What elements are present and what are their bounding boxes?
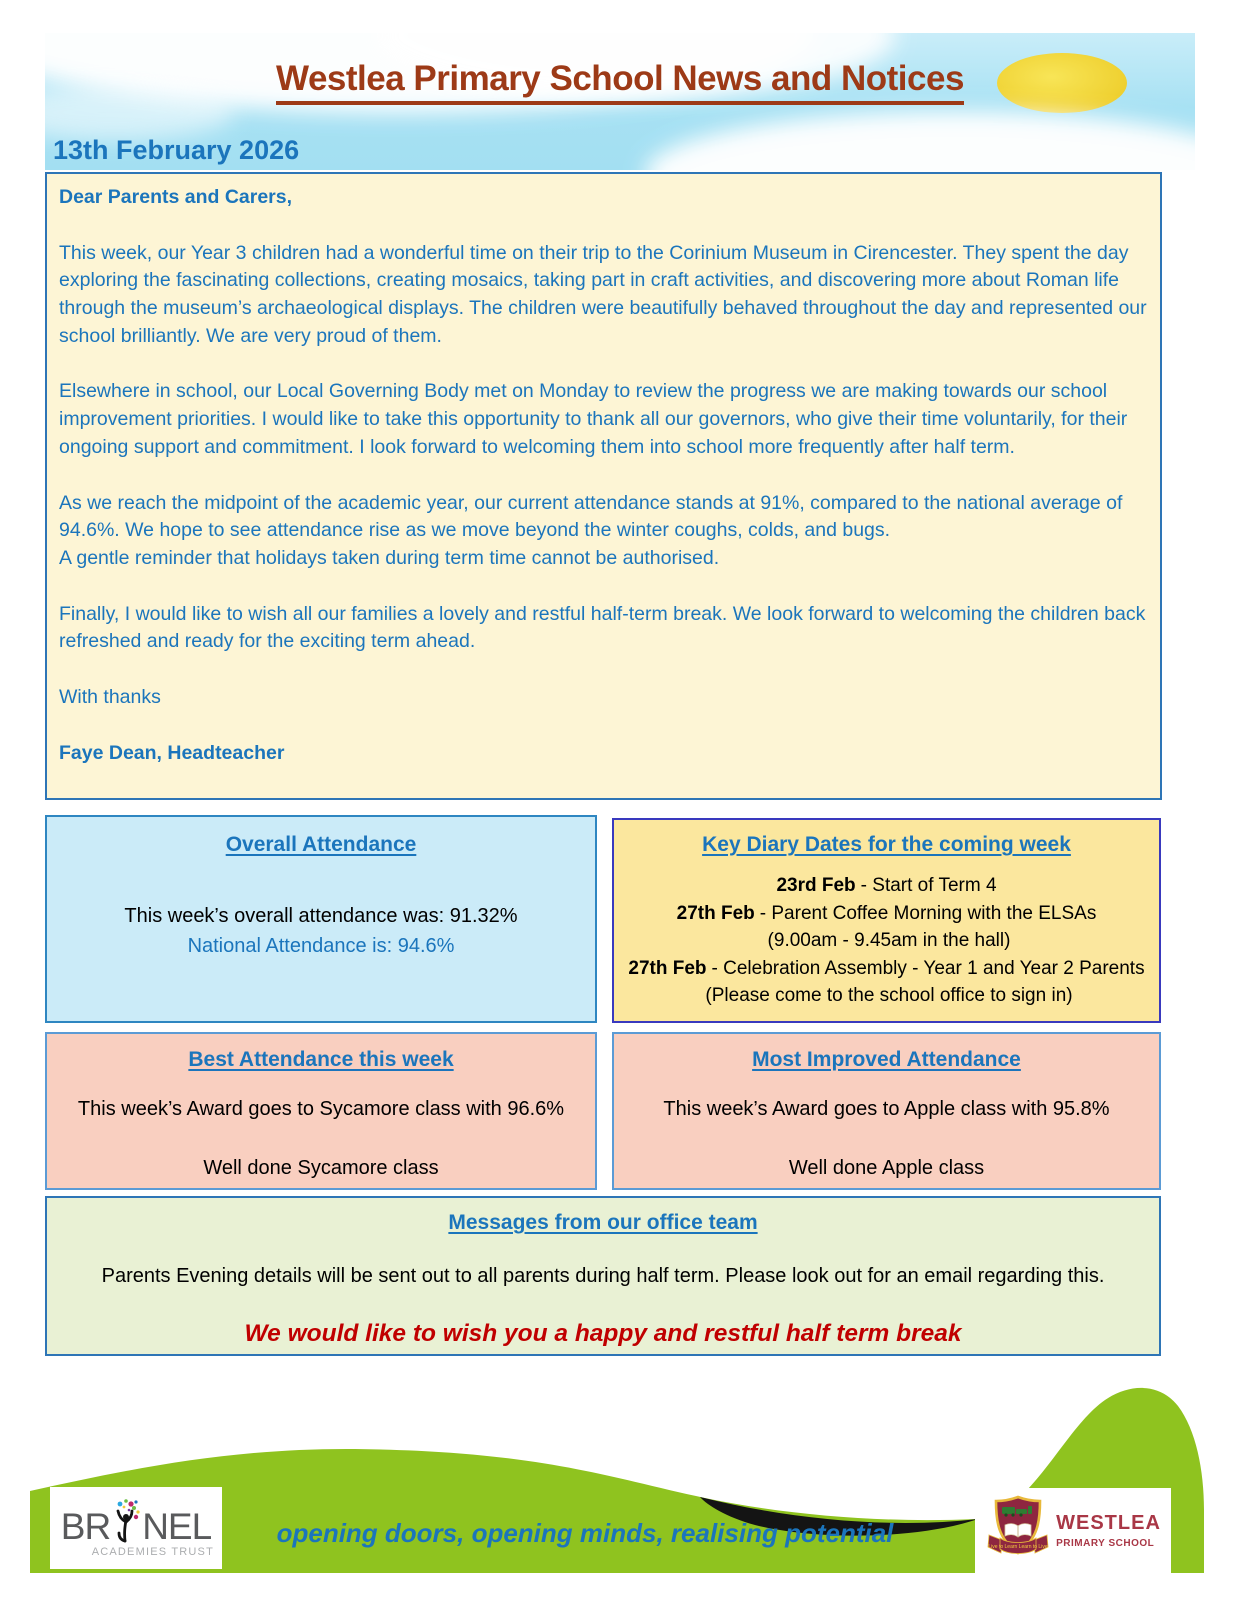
brunel-logo-text-left: BR [60,1505,111,1547]
office-messages-heading: Messages from our office team [448,1211,758,1234]
most-improved-box [612,1032,1161,1190]
diary-item [614,927,1159,955]
letter-signature: Faye Dean, Headteacher [59,741,285,764]
letter-paragraph-trip: This week, our Year 3 children had a wonderful time on their trip to the Corinium Museum in Cirencester. They spent the day exploring the fascinating collections, creating mosaics, taking part in craft activities, and discovering more about Roman life through the museum’s archaeological displays. The children were beautifully behaved throughout the day and represented our school brilliantly. We are very proud of them. [59,241,1147,347]
diary-item-text: - Parent Coffee Morning with the ELSAs [759,902,1097,924]
diary-item-text: - Celebration Assembly - Year 1 and Year 2 Parents [711,957,1145,979]
newsletter-title: Westlea Primary School News and Notices [276,59,964,105]
diary-item-text: (9.00am - 9.45am in the hall) [767,930,1011,951]
diary-item-date: 27th Feb [628,957,707,979]
national-attendance-value: National Attendance is: 94.6% [187,935,455,957]
letter-paragraph-governors: Elsewhere in school, our Local Governing Body met on Monday to review the progress we are making towards our school improvement priorities. I would like to take this opportunity to thank all our governors, who give their time voluntarily, for their ongoing support and commitment. I look forward to welcoming them into school more frequently after half term. [59,380,1128,458]
trust-tagline: opening doors, opening minds, realising potential [276,1518,894,1548]
most-improved-award: This week’s Award goes to Apple class with 95.8% [663,1098,1110,1120]
diary-item [614,872,1159,900]
brunel-logo-subtitle: ACADEMIES TRUST [91,1546,214,1558]
letter-salutation: Dear Parents and Carers, [59,186,293,208]
best-attendance-heading: Best Attendance this week [188,1048,454,1071]
cloud-icon [645,111,1195,170]
most-improved-heading: Most Improved Attendance [752,1048,1021,1071]
brunel-figure-icon [111,1498,141,1544]
overall-attendance-heading: Overall Attendance [225,833,417,856]
letter-paragraph-attendance: As we reach the midpoint of the academic year, our current attendance stands at 91%, compared to the national average of 94.6%. We hope to see attendance rise as we move beyond the winter coughs, colds, and bugs. [59,491,1123,542]
newsletter-date: 13th February 2026 [53,135,300,165]
westlea-logo-name: WESTLEA [1056,1512,1161,1534]
best-attendance-box [45,1032,597,1190]
westlea-motto: Live to Learn Learn to Live [988,1543,1048,1550]
header-banner [45,33,1195,170]
brunel-logo-text-right: NEL [142,1505,212,1547]
overall-attendance-box [45,815,597,1023]
letter-paragraph-final: Finally, I would like to wish all our families a lovely and restful half-term break. We look forward to welcoming the children back refreshed and ready for the exciting term ahead. [59,602,1146,653]
most-improved-well-done: Well done Apple class [788,1157,985,1179]
brunel-logo [50,1487,222,1569]
best-attendance-award: This week’s Award goes to Sycamore class with 96.6% [77,1098,565,1120]
diary-item [614,982,1159,1010]
diary-dates-list [614,872,1159,1010]
letter-paragraph-reminder: A gentle reminder that holidays taken during term time cannot be authorised. [59,546,720,569]
diary-item-text: (Please come to the school office to sign in) [705,985,1073,1006]
westlea-crest-icon [985,1493,1051,1569]
letter-closing: With thanks [59,685,161,708]
diary-dates-box [612,818,1161,1023]
diary-item [614,900,1159,928]
office-messages-box [45,1196,1161,1356]
office-messages-body: Parents Evening details will be sent out to all parents during half term. Please look out for an email regarding this. [101,1265,1105,1287]
diary-dates-heading: Key Diary Dates for the coming week [702,833,1071,856]
overall-attendance-value: This week’s overall attendance was: 91.32% [124,905,518,927]
westlea-logo [975,1488,1171,1573]
half-term-wish: We would like to wish you a happy and restful half term break [244,1320,962,1347]
diary-item-date: 27th Feb [676,902,755,924]
westlea-logo-subtitle: PRIMARY SCHOOL [1056,1538,1155,1549]
diary-item-date: 23rd Feb [776,875,856,896]
diary-item [614,955,1159,983]
headteacher-letter [45,172,1162,800]
best-attendance-well-done: Well done Sycamore class [203,1157,439,1179]
diary-item-text: - Start of Term 4 [860,875,997,896]
